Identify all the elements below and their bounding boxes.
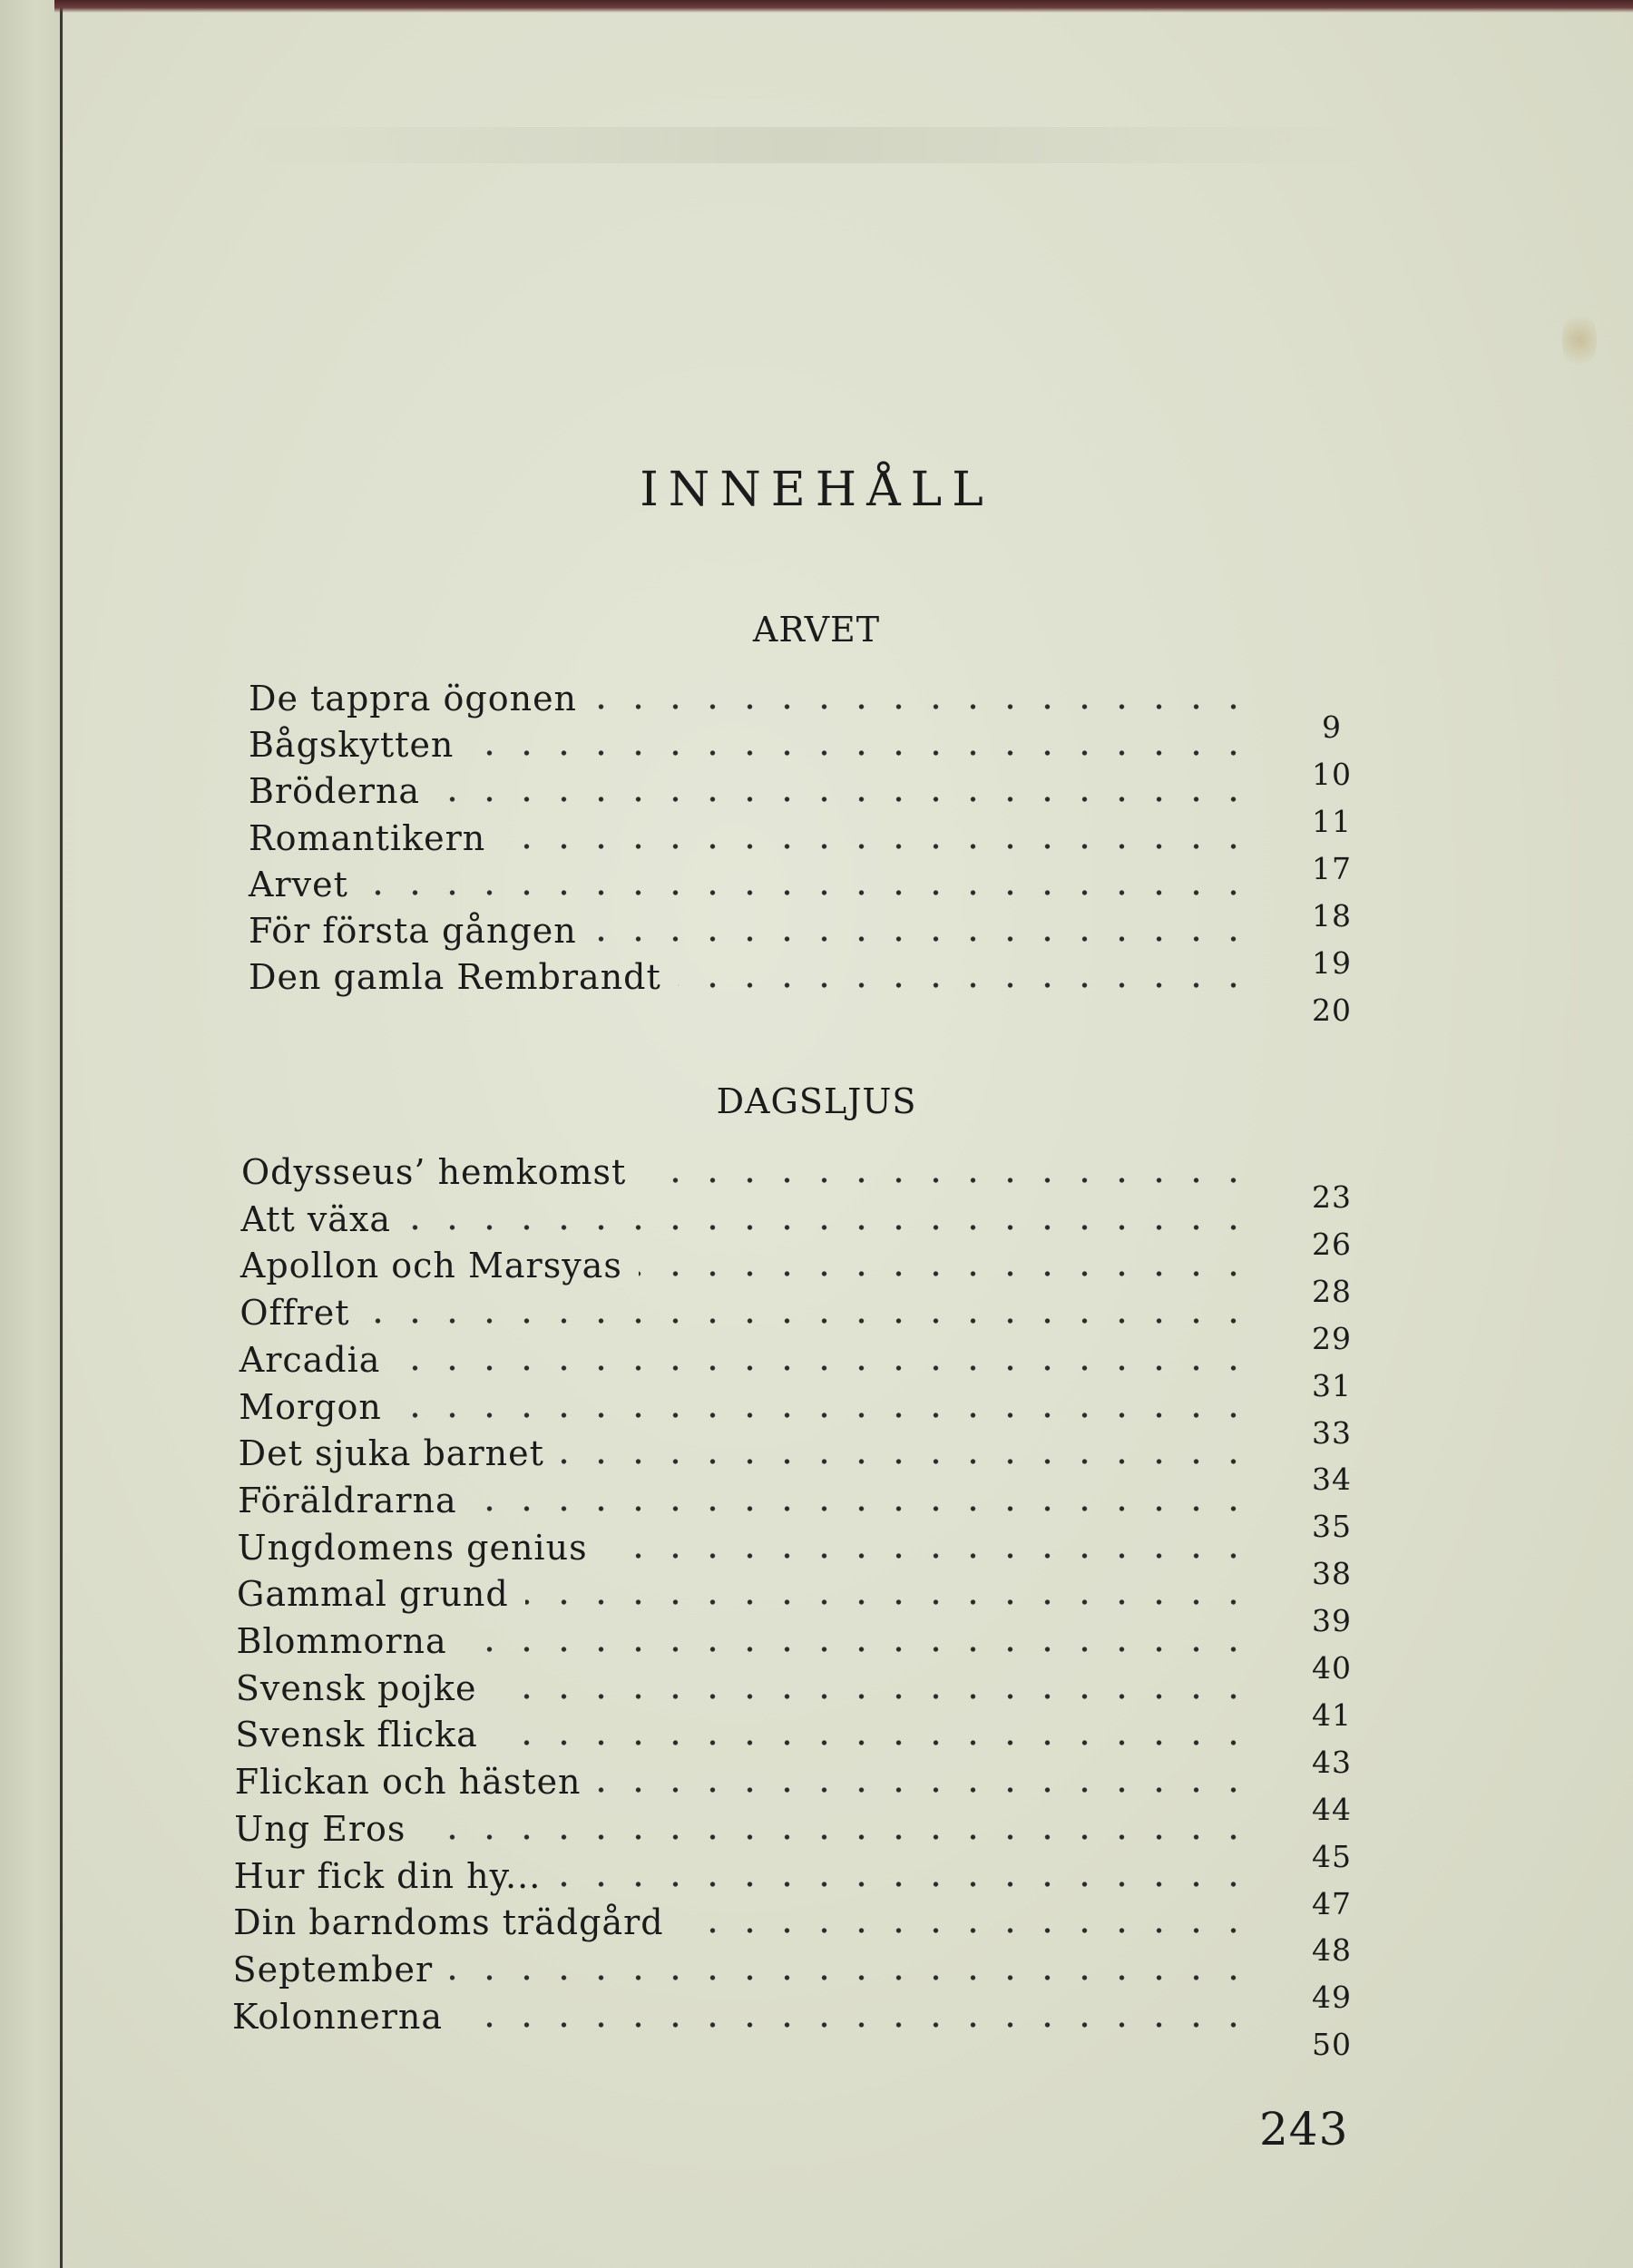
toc-entry-title: Blommorna — [236, 1621, 447, 1661]
toc-entry-page: 23 — [1312, 1179, 1352, 1215]
toc-entry-page: 9 — [1322, 709, 1342, 745]
toc-entry-title: September — [232, 1949, 434, 1989]
toc-entry-title: Ungdomens genius — [237, 1527, 588, 1568]
toc-entry-page: 29 — [1312, 1320, 1352, 1356]
dot-leader — [365, 888, 1252, 897]
toc-entry-title: Flickan och hästen — [234, 1762, 582, 1803]
dot-leader — [459, 2020, 1252, 2029]
toc-entry-page: 17 — [1312, 850, 1352, 886]
toc-entry-page: 41 — [1312, 1696, 1352, 1733]
toc-entry-title: De tappra ögonen — [249, 679, 578, 719]
toc-entry-page: 33 — [1312, 1414, 1352, 1451]
toc-entry-title: Offret — [240, 1293, 350, 1334]
toc-entry-page: 48 — [1312, 1932, 1352, 1969]
toc-entry-title: Odysseus’ hemkomst — [241, 1152, 627, 1192]
toc-entry-page: 10 — [1312, 756, 1352, 792]
dot-leader — [604, 1551, 1252, 1560]
toc-entry — [0, 1762, 1633, 1827]
toc-entry-page: 39 — [1312, 1603, 1352, 1639]
dot-leader — [450, 1973, 1252, 1982]
toc-entry-title: Hur fick din hy... — [233, 1855, 542, 1896]
dot-leader — [398, 1411, 1252, 1420]
dot-leader — [470, 748, 1252, 758]
toc-entry — [0, 1433, 1633, 1498]
dot-leader — [366, 1316, 1252, 1325]
dot-leader — [525, 1598, 1252, 1607]
toc-entry — [0, 1667, 1633, 1733]
dot-leader — [502, 842, 1252, 851]
dot-leader — [678, 981, 1252, 990]
cover-edge — [54, 0, 1633, 13]
dot-leader — [397, 1364, 1252, 1373]
section-heading-dagsljus: DAGSLJUS — [716, 1081, 917, 1121]
toc-entry-page: 19 — [1312, 945, 1352, 981]
section-heading-arvet: ARVET — [752, 610, 881, 650]
toc-entry-title: För första gången — [249, 911, 577, 951]
toc-entry-title: Apollon och Marsyas — [240, 1246, 622, 1286]
toc-entry — [0, 1198, 1633, 1262]
dot-leader — [463, 1645, 1252, 1654]
toc-entry-title: Att växa — [240, 1198, 392, 1239]
toc-entry-title: Svensk pojke — [235, 1667, 477, 1708]
toc-entry — [0, 679, 1633, 745]
toc-entry-title: Svensk flicka — [235, 1715, 478, 1755]
dot-leader — [598, 1785, 1252, 1794]
toc-entry-page: 47 — [1312, 1885, 1352, 1921]
dot-leader — [436, 795, 1252, 804]
dot-leader — [407, 1223, 1252, 1232]
dot-leader — [474, 1504, 1252, 1513]
toc-entry — [0, 957, 1633, 1028]
page-number: 243 — [1259, 2103, 1349, 2156]
toc-entry-page: 43 — [1312, 1744, 1352, 1780]
toc-entry-page: 49 — [1312, 1980, 1352, 2016]
toc-entry — [0, 1386, 1633, 1451]
toc-entry — [0, 1621, 1633, 1686]
dot-leader — [494, 1738, 1252, 1747]
show-through — [236, 127, 1361, 163]
paper-stain — [1562, 308, 1597, 372]
toc-entry-page: 18 — [1312, 897, 1352, 934]
toc-entry-page: 11 — [1312, 803, 1352, 839]
toc-entry-title: Arvet — [249, 864, 348, 904]
toc-entry-page: 38 — [1312, 1556, 1352, 1592]
toc-entry-page: 40 — [1312, 1650, 1352, 1686]
toc-entry-page: 31 — [1312, 1367, 1352, 1403]
dot-leader — [593, 702, 1252, 711]
toc-entry — [0, 1339, 1633, 1403]
toc-entry-title: Bröderna — [249, 771, 421, 812]
toc-entry — [0, 1949, 1633, 2016]
toc-entry — [0, 1855, 1633, 1921]
dot-leader — [593, 934, 1252, 943]
toc-entry-page: 44 — [1312, 1791, 1352, 1827]
toc-entry-title: Arcadia — [239, 1339, 381, 1380]
toc-entry-title: Bågskytten — [249, 725, 455, 766]
toc-entry — [0, 1996, 1633, 2063]
toc-entry-title: Det sjuka barnet — [238, 1433, 544, 1474]
toc-entry-title: Ung Eros — [234, 1808, 406, 1849]
toc-entry — [0, 1480, 1633, 1545]
toc-entry-page: 26 — [1312, 1226, 1352, 1262]
toc-entry-title: Kolonnerna — [232, 1996, 444, 2037]
dot-leader — [639, 1269, 1252, 1278]
dot-leader — [558, 1880, 1252, 1889]
toc-entry — [0, 1246, 1633, 1309]
toc-entry-page: 50 — [1312, 2027, 1352, 2063]
toc-entry-page: 34 — [1312, 1461, 1352, 1498]
toc-entry — [0, 1574, 1633, 1639]
dot-leader — [561, 1457, 1252, 1466]
toc-entry-page: 20 — [1312, 992, 1352, 1028]
toc-entry-title: Gammal grund — [237, 1574, 509, 1615]
toc-entry — [0, 1808, 1633, 1874]
toc-entry-title: Din barndoms trädgård — [233, 1902, 664, 1943]
dot-leader — [680, 1926, 1252, 1935]
toc-entry-page: 28 — [1312, 1273, 1352, 1309]
dot-leader — [642, 1176, 1252, 1185]
dot-leader — [494, 1692, 1252, 1701]
toc-entry-title: Romantikern — [249, 817, 486, 858]
toc-entry-title: Föräldrarna — [238, 1480, 457, 1520]
toc-entry-title: Den gamla Rembrandt — [249, 957, 661, 998]
toc-entry-title: Morgon — [239, 1386, 382, 1427]
toc-entry — [0, 1715, 1633, 1780]
dot-leader — [422, 1833, 1252, 1842]
toc-entry-page: 35 — [1312, 1509, 1352, 1545]
toc-entry-page: 45 — [1312, 1838, 1352, 1874]
toc-entry — [0, 1152, 1633, 1215]
toc-entry — [0, 1293, 1633, 1356]
page-title: INNEHÅLL — [640, 463, 993, 517]
